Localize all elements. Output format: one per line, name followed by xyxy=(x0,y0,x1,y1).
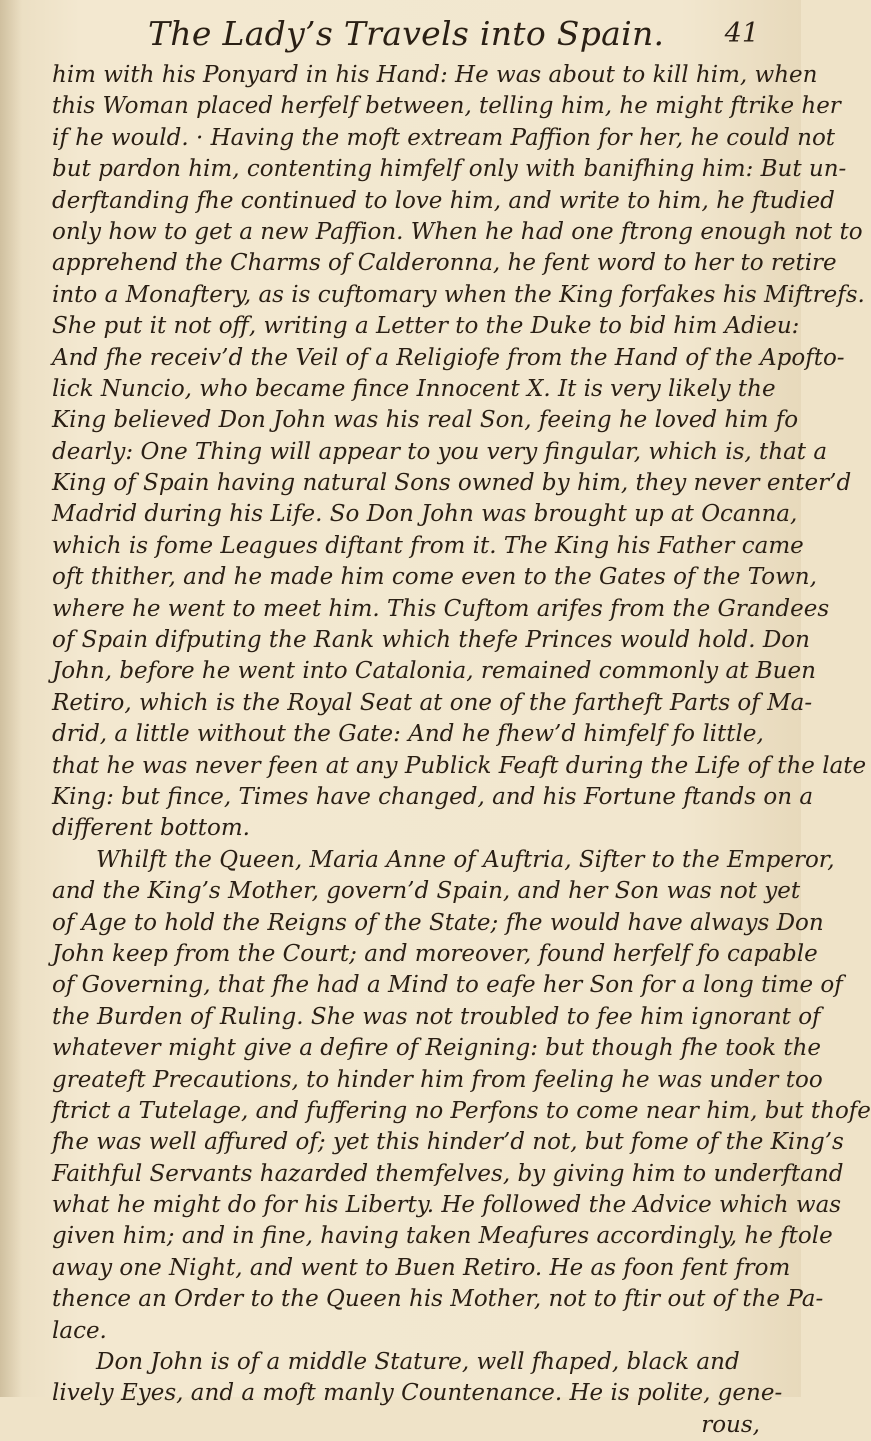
text-line: which is fome Leagues diftant from it. The King his Father came xyxy=(52,532,804,559)
text-line: She put it not off, writing a Letter to the Duke to bid him Adieu: xyxy=(52,313,800,340)
text-line: ftrict a Tutelage, and fuffering no Perfons to come near him, but thofe xyxy=(52,1097,871,1124)
text-line: and the King’s Mother, govern’d Spain, and her Son was not yet xyxy=(52,878,801,905)
paragraph-start-line: Don John is of a middle Stature, well fhaped, black and xyxy=(96,1349,740,1376)
text-line: And fhe receiv’d the Veil of a Religiofe from the Hand of the Apofto- xyxy=(52,344,845,371)
text-line: John, before he went into Catalonia, remained commonly at Buen xyxy=(52,658,816,685)
binding-shadow xyxy=(0,0,22,1397)
text-line: given him; and in fine, having taken Meafures accordingly, he ftole xyxy=(52,1223,833,1250)
running-title: The Lady’s Travels into Spain. xyxy=(148,14,665,53)
text-line: the Burden of Ruling. She was not troubled to fee him ignorant of xyxy=(52,1003,821,1030)
text-line: Faithful Servants hazarded themfelves, by giving him to underftand xyxy=(52,1160,844,1187)
text-line: fhe was well affured of; yet this hinder’d not, but fome of the King’s xyxy=(52,1129,844,1156)
text-line: dearly: One Thing will appear to you very fingular, which is, that a xyxy=(52,438,828,465)
text-line: Madrid during his Life. So Don John was brought up at Ocanna, xyxy=(52,501,798,528)
text-line: of Governing, that fhe had a Mind to eafe her Son for a long time of xyxy=(52,972,843,999)
text-line: apprehend the Charms of Calderonna, he fent word to her to retire xyxy=(52,250,837,277)
page-number: 41 xyxy=(724,18,759,49)
body-text xyxy=(52,60,871,1441)
text-line: away one Night, and went to Buen Retiro. He as foon fent from xyxy=(52,1254,791,1281)
text-line: him with his Ponyard in his Hand: He was about to kill him, when xyxy=(52,62,818,88)
text-line: King of Spain having natural Sons owned by him, they never enter’d xyxy=(52,470,852,497)
text-line: King believed Don John was his real Son, feeing he loved him fo xyxy=(52,407,799,434)
text-line: Retiro, which is the Royal Seat at one of the fartheft Parts of Ma- xyxy=(52,689,813,716)
text-line: greateft Precautions, to hinder him from feeling he was under too xyxy=(52,1066,823,1093)
text-line: King: but fince, Times have changed, and his Fortune ftands on a xyxy=(52,783,814,810)
text-line: into a Monaftery, as is cuftomary when the King forfakes his Miftrefs. xyxy=(52,281,865,308)
text-line: whatever might give a defire of Reigning: but though fhe took the xyxy=(52,1035,822,1062)
text-line: drid, a little without the Gate: And he fhew’d himfelf fo little, xyxy=(52,721,764,748)
text-line: of Age to hold the Reigns of the State; fhe would have always Don xyxy=(52,909,824,936)
text-line: only how to get a new Paffion. When he had one ftrong enough not to xyxy=(52,218,863,245)
text-line: lace. xyxy=(52,1317,107,1344)
text-line: of Spain difputing the Rank which thefe Princes would hold. Don xyxy=(52,627,810,654)
text-line: if he would. · Having the moft extream Paffion for her, he could not xyxy=(52,124,836,151)
running-head xyxy=(0,14,801,54)
catchword: rous, xyxy=(701,1411,760,1438)
text-line: lively Eyes, and a moft manly Countenance. He is polite, gene- xyxy=(52,1380,783,1407)
text-line: derftanding fhe continued to love him, and write to him, he ftudied xyxy=(52,187,835,214)
paragraph-start-line: Whilft the Queen, Maria Anne of Auftria, Sifter to the Emperor, xyxy=(96,846,835,873)
text-line: this Woman placed herfelf between, telling him, he might ftrike her xyxy=(52,93,841,120)
text-line: John keep from the Court; and moreover, found herfelf fo capable xyxy=(52,940,818,967)
text-line: but pardon him, contenting himfelf only with banifhing him: But un- xyxy=(52,156,847,183)
text-line: thence an Order to the Queen his Mother, not to ftir out of the Pa- xyxy=(52,1286,824,1313)
text-line: where he went to meet him. This Cuftom arifes from the Grandees xyxy=(52,595,830,622)
text-line: oft thither, and he made him come even to the Gates of the Town, xyxy=(52,564,817,591)
text-line: lick Nuncio, who became fince Innocent X. It is very likely the xyxy=(52,375,776,402)
text-line: what he might do for his Liberty. He followed the Advice which was xyxy=(52,1192,842,1219)
text-line: that he was never feen at any Publick Feaft during the Life of the late xyxy=(52,752,867,779)
text-line: different bottom. xyxy=(52,815,250,842)
